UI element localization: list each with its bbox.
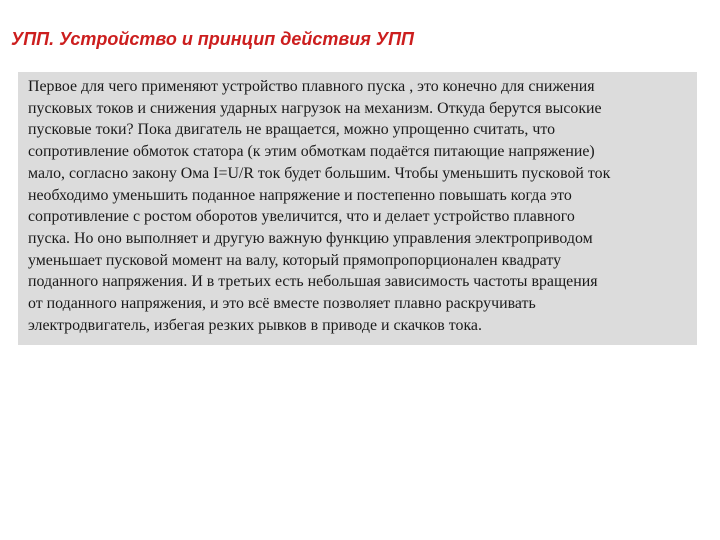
text-line: пуска. Но оно выполняет и другую важную функцию управления электроприводом [28, 229, 593, 247]
text-line: пусковых токов и снижения ударных нагрузок на механизм. Откуда берутся высокие [28, 99, 602, 117]
slide-title: УПП. Устройство и принцип действия УПП [11, 29, 414, 49]
text-line: пусковые токи? Пока двигатель не вращается, можно упрощенно считать, что [28, 121, 556, 139]
text-line: сопротивление с ростом оборотов увеличится, что и делает устройство плавного [28, 208, 575, 226]
text-line: от поданного напряжения, и это всё вместе позволяет плавно раскручивать [28, 295, 536, 313]
text-line: Первое для чего применяют устройство плавного пуска , это конечно для снижения [28, 78, 595, 95]
text-line: необходимо уменьшить поданное напряжение и постепенно повышать когда это [28, 186, 572, 204]
text-line: поданного напряжения. И в третьих есть небольшая зависимость частоты вращения [28, 273, 598, 291]
text-line: уменьшает пусковой момент на валу, который прямопропорционален квадрату [28, 251, 562, 269]
text-line: мало, согласно закону Ома I=U/R ток будет большим. Чтобы уменьшить пусковой ток [28, 164, 611, 182]
text-line: сопротивление обмоток статора (к этим обмоткам подаётся питающие напряжение) [28, 143, 595, 161]
content-text-box [18, 72, 697, 345]
text-line: электродвигатель, избегая резких рывков в приводе и скачков тока. [28, 316, 482, 334]
